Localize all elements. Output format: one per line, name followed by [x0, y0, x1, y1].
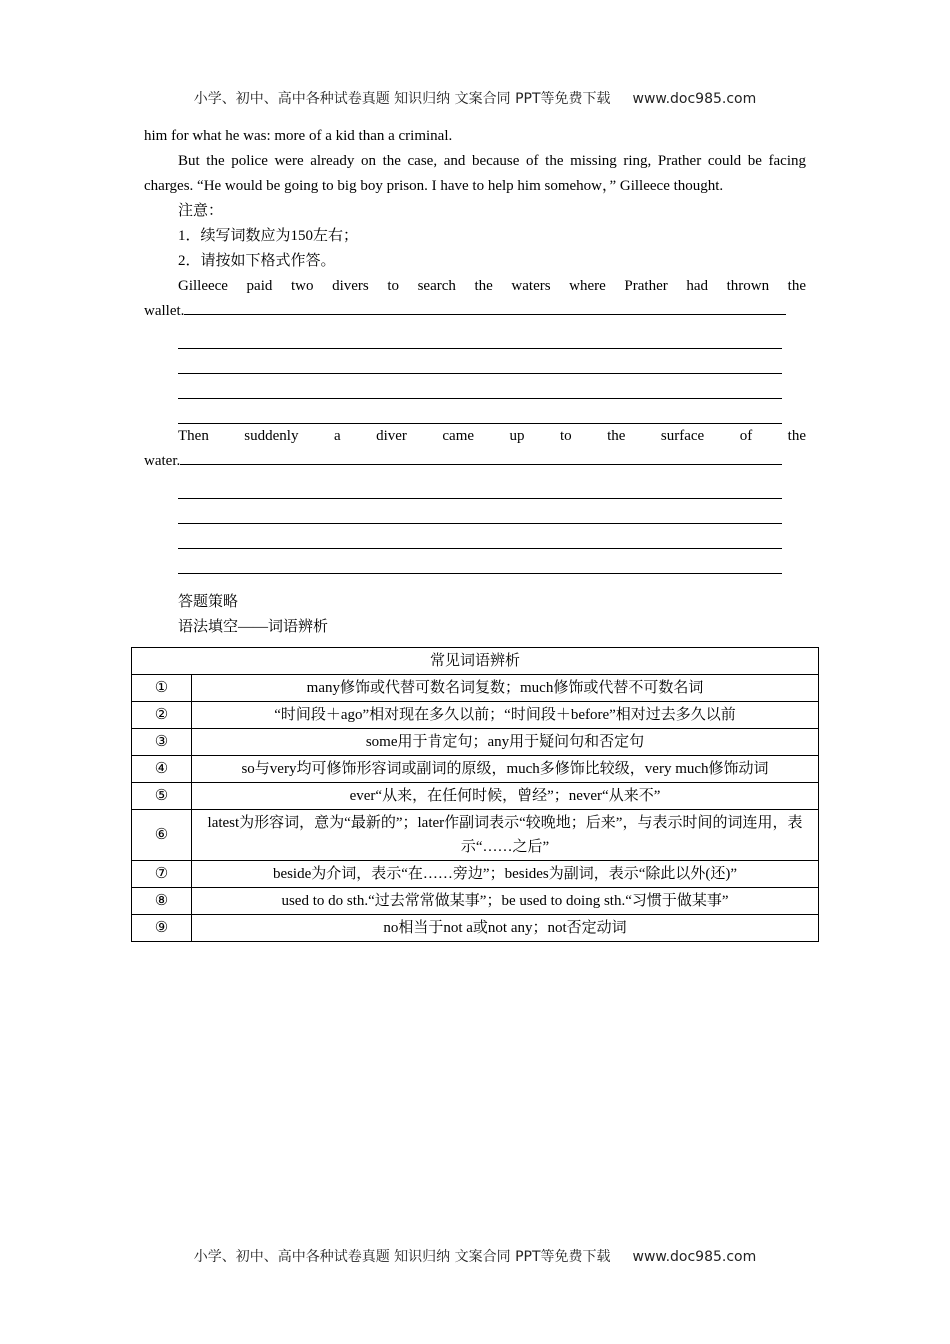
row-text: so与very均可修饰形容词或副词的原级，much多修饰比较级，very much修饰动词: [192, 756, 819, 783]
row-text: some用于肯定句；any用于疑问句和否定句: [192, 729, 819, 756]
table-row: [132, 861, 819, 888]
header-text: 小学、初中、高中各种试卷真题 知识归纳 文案合同 PPT等免费下载: [193, 91, 611, 107]
answer-line[interactable]: [178, 374, 782, 399]
paragraph-1-opening-end: [144, 299, 806, 324]
row-text: “时间段＋ago”相对现在多久以前；“时间段＋before”相对过去多久以前: [192, 702, 819, 729]
paragraph-1-opening-word: wallet.: [144, 303, 185, 319]
table-row: [132, 729, 819, 756]
row-number: ⑧: [132, 888, 192, 915]
row-number: ④: [132, 756, 192, 783]
answer-line[interactable]: [178, 324, 782, 349]
answer-line[interactable]: [178, 499, 782, 524]
row-text: no相当于not a或not any；not否定动词: [192, 915, 819, 942]
page-footer: [0, 1246, 950, 1266]
passage-paragraph-2: But the police were already on the case, and because of the missing ring, Prather could be facing charges. “He would be going to big boy prison. I have to help him somehow，” Gilleece thought.: [144, 153, 806, 194]
answer-line[interactable]: [178, 549, 782, 574]
answer-lines-2: [178, 474, 806, 574]
table-row: [132, 675, 819, 702]
answer-blank-line[interactable]: [184, 300, 786, 315]
table-header-row: [132, 648, 819, 675]
row-number: ⑨: [132, 915, 192, 942]
paragraph-2-opening: Then suddenly a diver came up to the surface of the: [178, 428, 806, 444]
document-body: [144, 124, 806, 640]
row-number: ①: [132, 675, 192, 702]
table-header: 常见词语辨析: [132, 648, 819, 675]
table-row: [132, 783, 819, 810]
answer-blank-line[interactable]: [180, 450, 782, 465]
paragraph-2-opening-word: water.: [144, 453, 181, 469]
table-row: [132, 915, 819, 942]
footer-text: 小学、初中、高中各种试卷真题 知识归纳 文案合同 PPT等免费下载: [193, 1249, 611, 1265]
word-discrimination-table: [131, 647, 819, 942]
notes-item-1: 1．续写词数应为150左右；: [178, 228, 359, 244]
footer-site[interactable]: www.doc985.com: [632, 1249, 757, 1265]
row-text: many修饰或代替可数名词复数；much修饰或代替不可数名词: [192, 675, 819, 702]
row-text: used to do sth.“过去常常做某事”；be used to doing sth.“习惯于做某事”: [192, 888, 819, 915]
row-text: ever“从来，在任何时候，曾经”；never“从来不”: [192, 783, 819, 810]
row-number: ③: [132, 729, 192, 756]
table-row: [132, 756, 819, 783]
table-row: [132, 702, 819, 729]
header-site[interactable]: www.doc985.com: [632, 91, 757, 107]
page-header: [0, 88, 950, 108]
notes-item-2: 2．请按如下格式作答。: [178, 253, 336, 269]
table-row: [132, 810, 819, 861]
paragraph-2-opening-end: [144, 449, 806, 474]
row-number: ⑥: [132, 810, 192, 861]
strategy-heading: 答题策略: [178, 594, 239, 610]
answer-line[interactable]: [178, 524, 782, 549]
table-row: [132, 888, 819, 915]
table-title: 语法填空——词语辨析: [178, 619, 329, 635]
notes-heading: 注意：: [178, 203, 224, 219]
row-number: ⑤: [132, 783, 192, 810]
row-text: latest为形容词，意为“最新的”；later作副词表示“较晚地；后来”，与表示时间的词连用，表示“……之后”: [192, 810, 819, 861]
answer-line[interactable]: [178, 399, 782, 424]
answer-line[interactable]: [178, 474, 782, 499]
row-text: beside为介词，表示“在……旁边”；besides为副词，表示“除此以外(还)”: [192, 861, 819, 888]
row-number: ⑦: [132, 861, 192, 888]
paragraph-1-opening: Gilleece paid two divers to search the waters where Prather had thrown the: [178, 278, 806, 294]
row-number: ②: [132, 702, 192, 729]
answer-lines-1: [178, 324, 806, 424]
answer-line[interactable]: [178, 349, 782, 374]
passage-paragraph-1: him for what he was: more of a kid than a criminal.: [144, 128, 453, 144]
